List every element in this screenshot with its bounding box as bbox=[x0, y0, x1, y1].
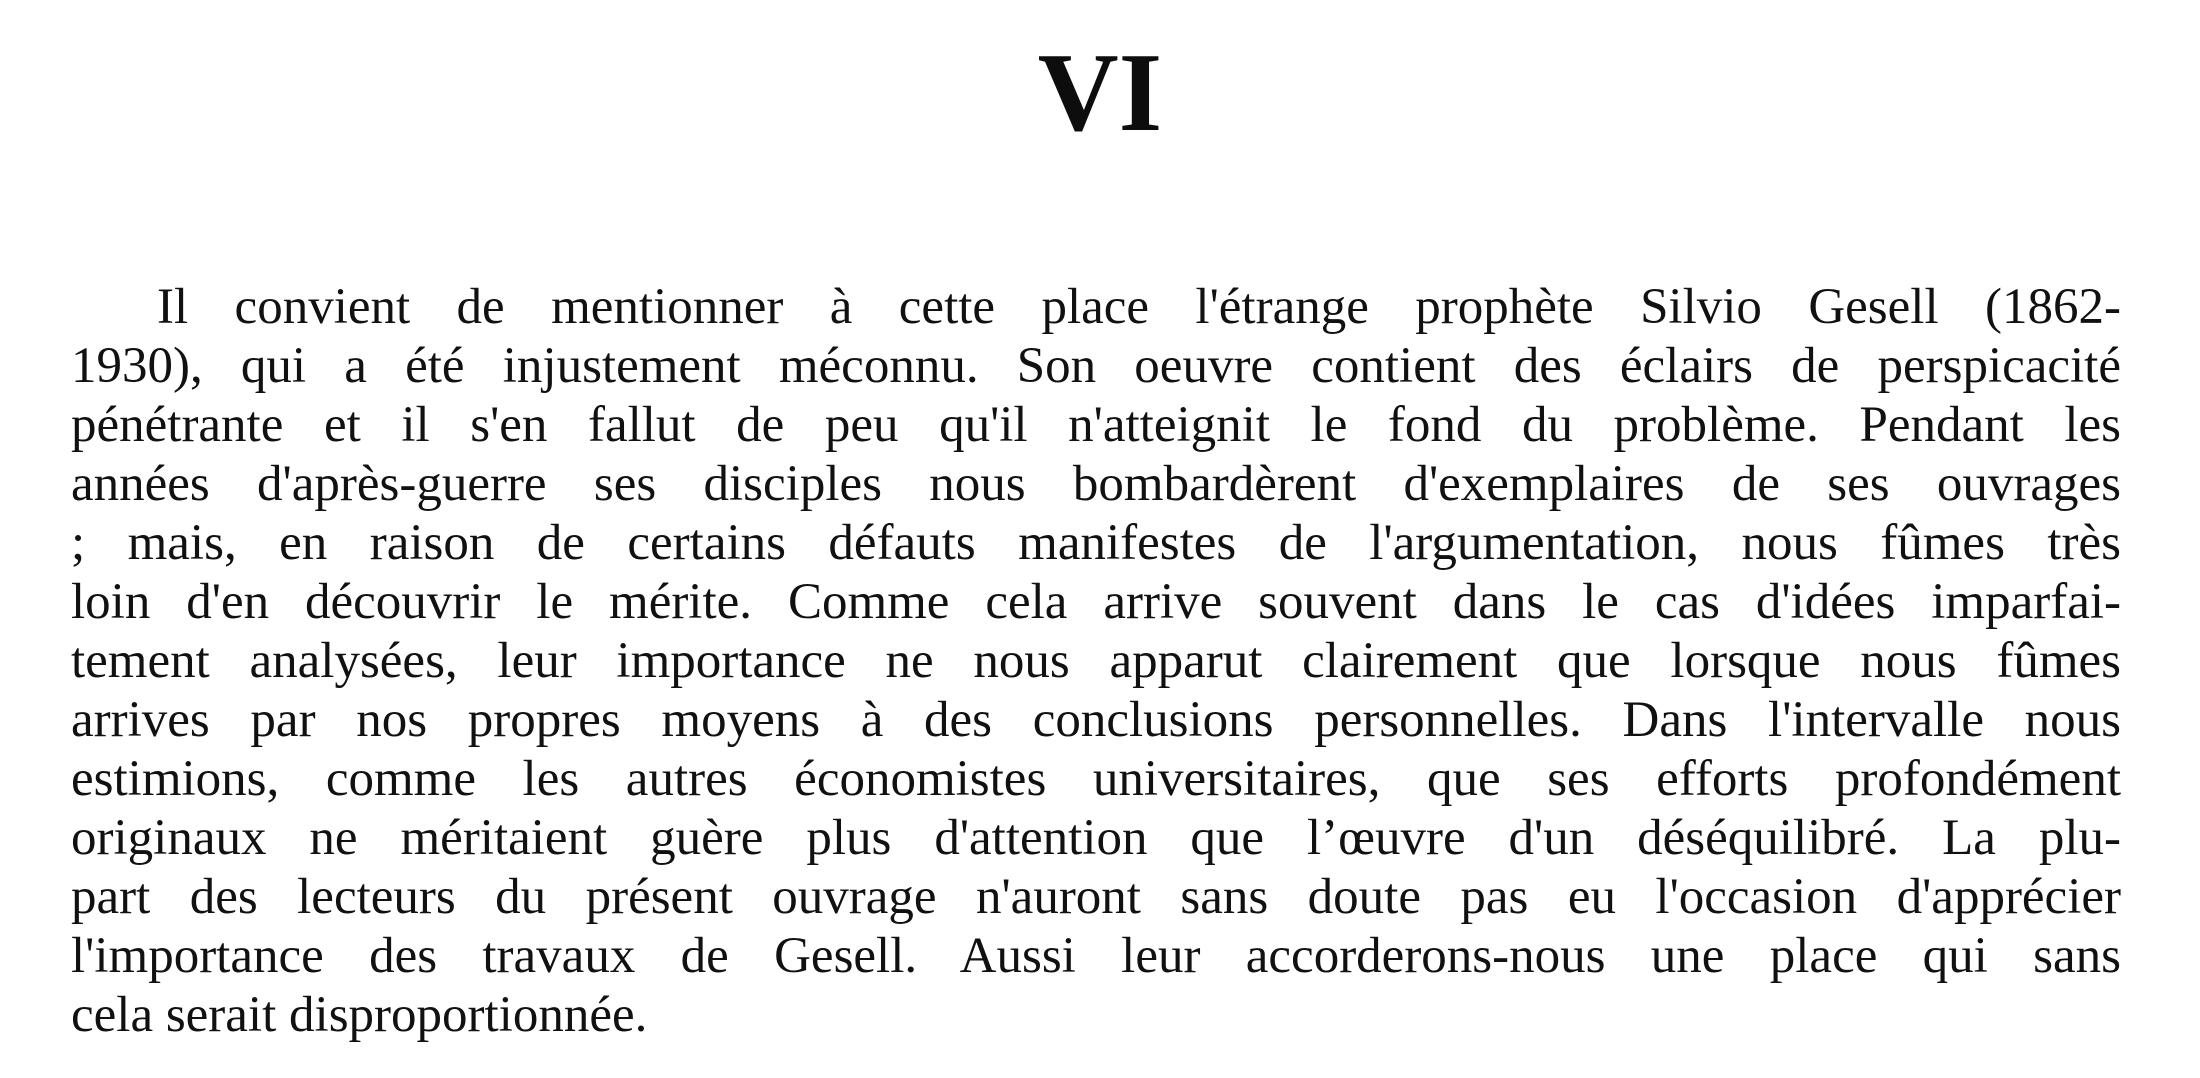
paragraph-line: Il convient de mentionner à cette place l'étrange prophète Silvio Gesell (1862- bbox=[157, 279, 2121, 335]
body-paragraph bbox=[71, 278, 2121, 1045]
paragraph-line: originaux ne méritaient guère plus d'attention que l’œuvre d'un déséquilibré. La plu- bbox=[71, 810, 2121, 866]
paragraph-line: tement analysées, leur importance ne nous apparut clairement que lorsque nous fûmes bbox=[71, 633, 2121, 689]
paragraph-line: arrives par nos propres moyens à des conclusions personnelles. Dans l'intervalle nous bbox=[71, 692, 2121, 748]
paragraph-line: part des lecteurs du présent ouvrage n'auront sans doute pas eu l'occasion d'apprécier bbox=[71, 869, 2121, 925]
paragraph-line: estimions, comme les autres économistes universitaires, que ses efforts profondément bbox=[71, 751, 2121, 807]
paragraph-line: années d'après-guerre ses disciples nous bombardèrent d'exemplaires de ses ouvrages bbox=[71, 456, 2121, 512]
paragraph-line: 1930), qui a été injustement méconnu. Son oeuvre contient des éclairs de perspicacité bbox=[71, 338, 2121, 394]
paragraph-line: cela serait disproportionnée. bbox=[71, 987, 648, 1043]
chapter-number: VI bbox=[1037, 31, 1163, 155]
paragraph-line: ; mais, en raison de certains défauts manifestes de l'argumentation, nous fûmes très bbox=[71, 515, 2121, 571]
paragraph-line: l'importance des travaux de Gesell. Aussi leur accorderons-nous une place qui sans bbox=[71, 928, 2121, 984]
paragraph-line: loin d'en découvrir le mérite. Comme cela arrive souvent dans le cas d'idées imparfai- bbox=[71, 574, 2121, 630]
paragraph-line: pénétrante et il s'en fallut de peu qu'il n'atteignit le fond du problème. Pendant les bbox=[71, 397, 2121, 453]
